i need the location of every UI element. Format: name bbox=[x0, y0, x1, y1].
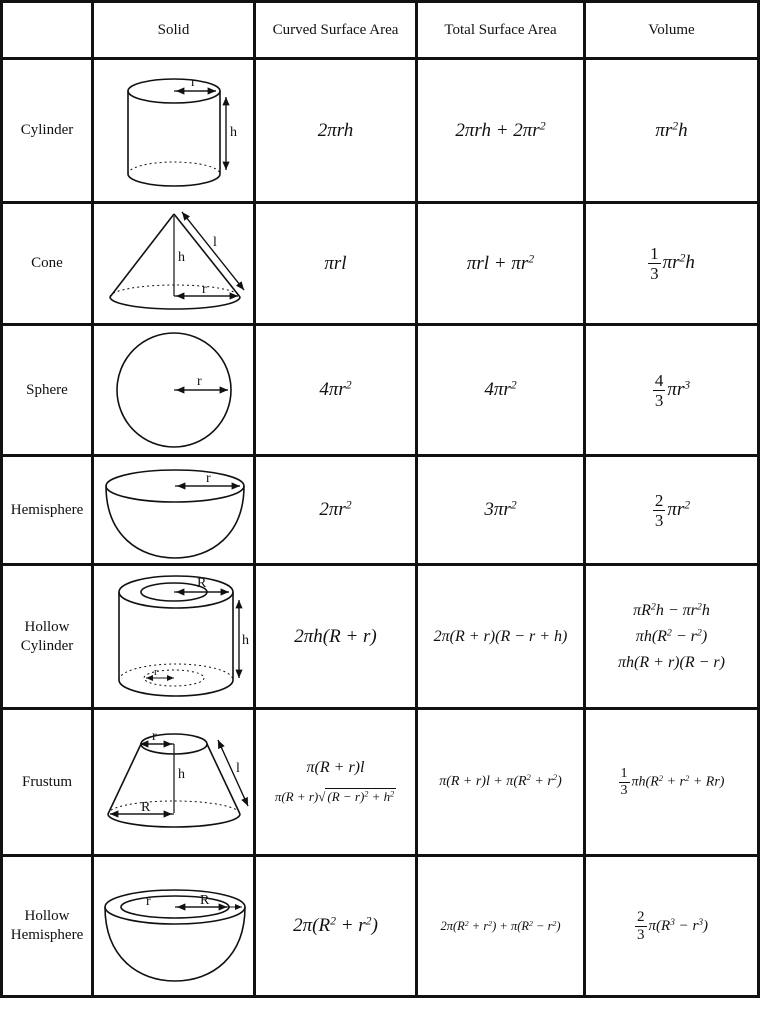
hollow-cylinder-figure bbox=[94, 566, 253, 707]
hollow-cylinder-volume: $\pi R^2h - \pi r^2h$ $\pi h(R^2 - r^2)$ πh(R + r)(R − r) bbox=[618, 601, 725, 671]
cone-volume: $\frac{1}{3}$ $\pi r^2h$ bbox=[650, 244, 695, 283]
cone-label-r: r bbox=[202, 282, 207, 297]
cone-csa: πrl bbox=[324, 252, 347, 274]
hemisphere-csa: $2\pi r^2$ bbox=[319, 498, 352, 520]
hollow-cylinder-label-h: h bbox=[242, 633, 249, 648]
row-name-hollow-hemisphere: Hollow Hemisphere bbox=[10, 908, 84, 943]
hemisphere-volume: $\frac{2}{3}$ $\pi r^2$ bbox=[654, 490, 691, 530]
sphere-label-r: r bbox=[197, 374, 202, 389]
frustum-figure bbox=[94, 710, 253, 854]
sphere-tsa: $4\pi r^2$ bbox=[484, 378, 517, 400]
cone-figure bbox=[94, 204, 253, 323]
hollow-hemisphere-csa: $2\pi(R^2 + r^2)$ bbox=[293, 914, 378, 936]
frustum-volume: $\frac{1}{3}$ $\pi h(R^2 + r^2 + Rr)$ bbox=[620, 765, 725, 798]
header-solid: Solid bbox=[157, 21, 190, 38]
row-name-sphere: Sphere bbox=[26, 381, 68, 398]
hollow-hemisphere-tsa: $2\pi(R^2 + r^2) + \pi(R^2 - r^2)$ bbox=[440, 918, 561, 933]
cone-label-l: l bbox=[213, 235, 217, 250]
row-name-hemisphere: Hemisphere bbox=[10, 501, 84, 518]
header-total-surface-area: Total Surface Area bbox=[444, 21, 557, 38]
sphere-csa: $4\pi r^2$ bbox=[319, 378, 352, 400]
table-border-right bbox=[757, 0, 760, 998]
hollow-cylinder-label-r: r bbox=[154, 666, 158, 678]
frustum-label-h: h bbox=[178, 767, 185, 782]
header-curved-surface-area: Curved Surface Area bbox=[272, 21, 399, 38]
cylinder-label-r: r bbox=[191, 75, 196, 90]
hollow-cylinder-csa: 2πh(R + r) bbox=[294, 625, 377, 647]
header-volume: Volume bbox=[648, 21, 695, 38]
frustum-label-l: l bbox=[236, 761, 240, 776]
frustum-tsa: $\pi(R + r)l + \pi(R^2 + r^2)$ bbox=[439, 772, 562, 789]
cylinder-csa: 2πrh bbox=[317, 119, 354, 141]
hemisphere-figure bbox=[94, 457, 253, 563]
frustum-label-R: R bbox=[141, 800, 151, 815]
table-border-bottom bbox=[0, 995, 760, 998]
cone-label-h: h bbox=[178, 250, 185, 265]
hemisphere-label-r: r bbox=[206, 471, 211, 486]
row-name-cone: Cone bbox=[31, 255, 63, 271]
row-name-frustum: Frustum bbox=[21, 773, 72, 790]
cone-tsa: $\pi rl + \pi r^2$ bbox=[466, 252, 535, 274]
cylinder-tsa: $2\pi rh + 2\pi r^2$ bbox=[455, 119, 546, 141]
row-name-hollow-cylinder: Hollow Cylinder bbox=[20, 618, 74, 654]
row-name-cylinder: Cylinder bbox=[20, 122, 74, 138]
hollow-hemisphere-volume: $\frac{2}{3}$ $\pi(R^3 - r^3)$ bbox=[637, 908, 708, 943]
frustum-label-r: r bbox=[152, 729, 157, 744]
hemisphere-tsa: $3\pi r^2$ bbox=[484, 498, 517, 520]
hollow-hemisphere-label-r: r bbox=[146, 894, 151, 909]
frustum-csa: π(R + r)l π(R + r)√ $(R - r)^2 + h^2$ bbox=[274, 759, 395, 804]
sphere-volume: $\frac{4}{3}$ $\pi r^3$ bbox=[654, 370, 691, 410]
hollow-hemisphere-label-R: R bbox=[200, 893, 210, 908]
cylinder-figure bbox=[94, 60, 253, 201]
hollow-cylinder-tsa: 2π(R + r)(R − r + h) bbox=[433, 627, 568, 645]
cylinder-volume: $\pi r^2h$ bbox=[655, 119, 688, 141]
sphere-figure bbox=[94, 326, 253, 454]
hollow-cylinder-label-R: R bbox=[197, 576, 207, 591]
cylinder-label-h: h bbox=[230, 125, 237, 140]
hollow-hemisphere-figure bbox=[94, 857, 253, 995]
